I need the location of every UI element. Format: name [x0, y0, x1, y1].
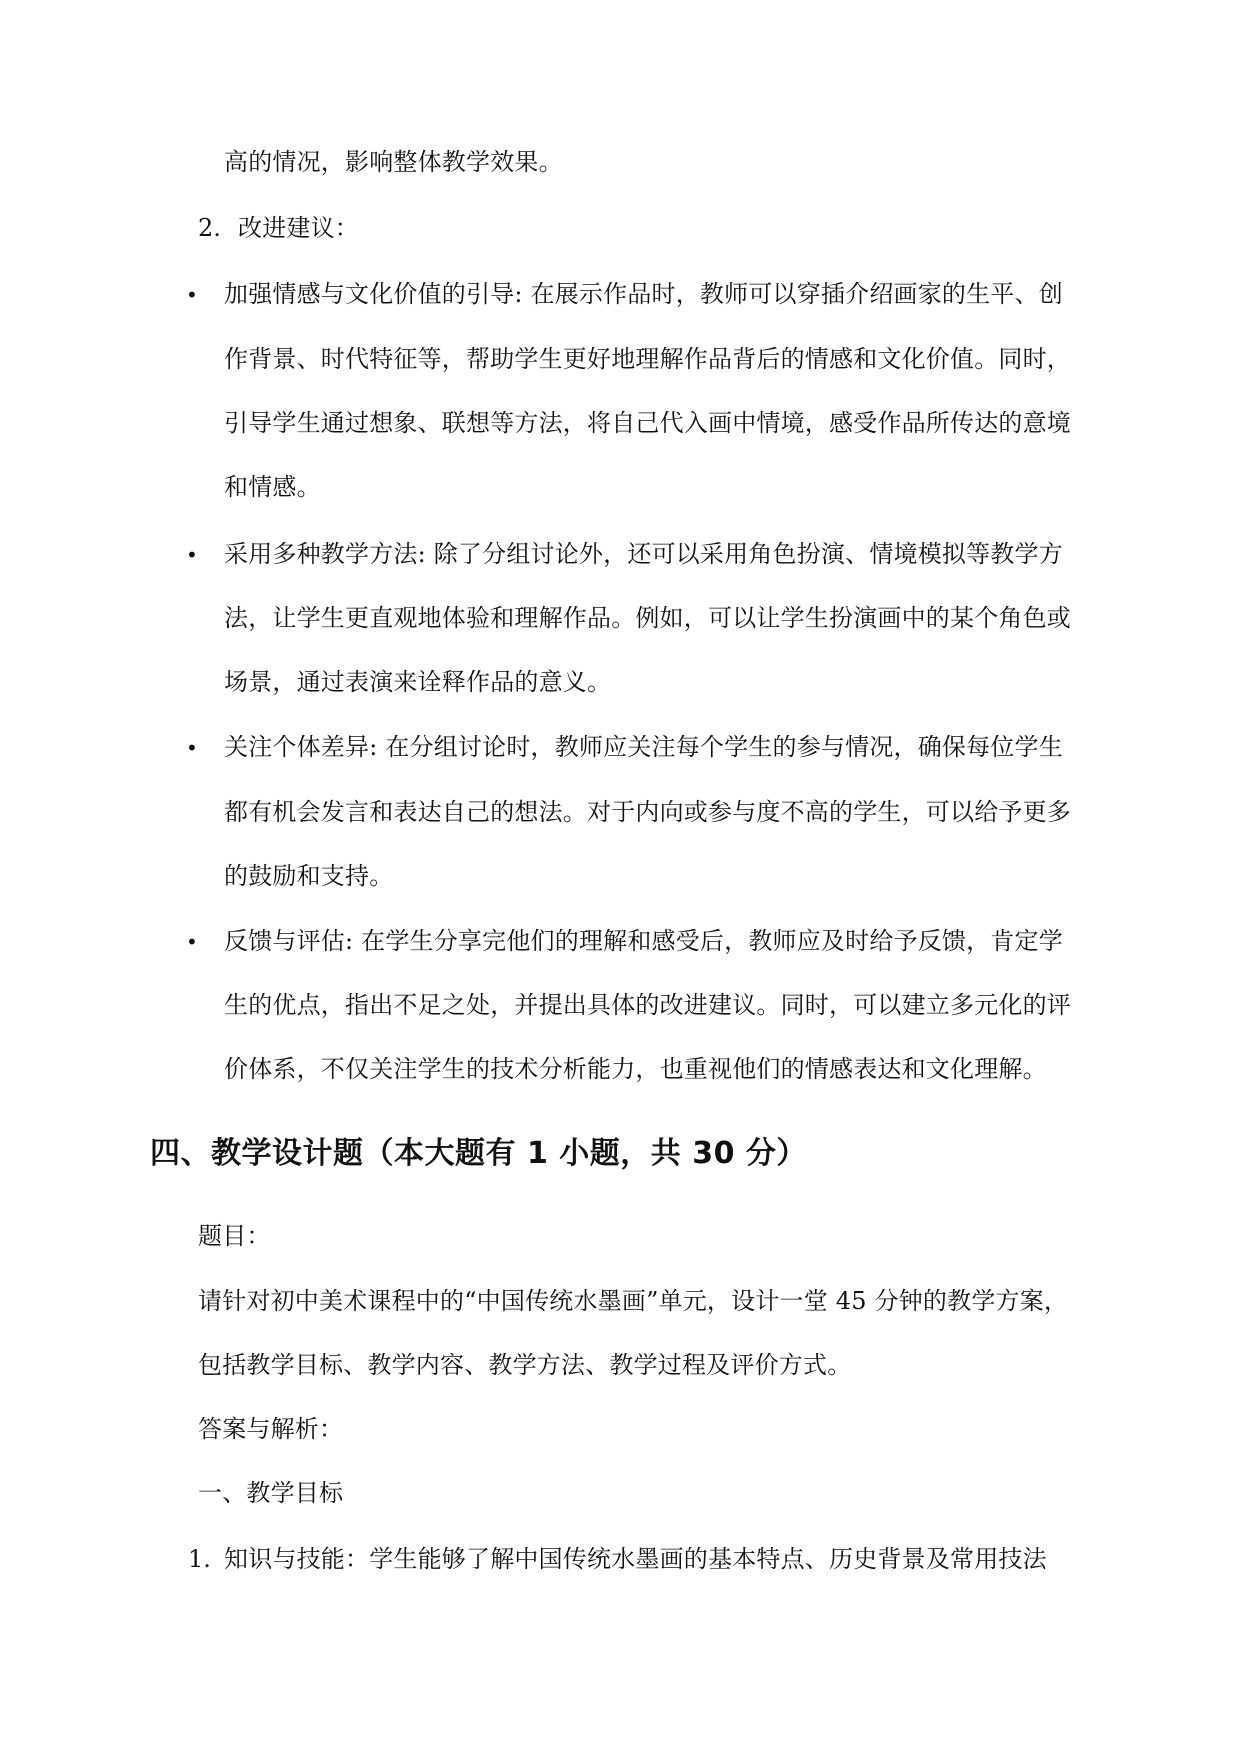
bullet-icon: •: [186, 930, 198, 954]
list-number: 1.: [188, 1545, 211, 1573]
bullet-line: 价体系，不仅关注学生的技术分析能力，也重视他们的情感表达和文化理解。: [224, 1055, 1047, 1083]
continuation-line: 高的情况，影响整体教学效果。: [224, 148, 563, 176]
bullet-icon: •: [186, 736, 198, 760]
question-line: 请针对初中美术课程中的“中国传统水墨画”单元，设计一堂 45 分钟的教学方案，: [198, 1287, 1069, 1315]
subheading: 一、教学目标: [198, 1479, 344, 1507]
bullet-line: 和情感。: [224, 473, 321, 501]
list-number: 2.: [198, 214, 221, 242]
bullet-line: 关注个体差异: 在分组讨论时，教师应关注每个学生的参与情况，确保每位学生: [224, 733, 1063, 761]
bullet-line: 都有机会发言和表达自己的想法。对于内向或参与度不高的学生，可以给予更多: [224, 798, 1071, 826]
bullet-line: 引导学生通过想象、联想等方法，将自己代入画中情境，感受作品所传达的意境: [224, 409, 1071, 437]
list-item-title: 改进建议：: [238, 214, 359, 242]
bullet-line: 反馈与评估: 在学生分享完他们的理解和感受后，教师应及时给予反馈，肯定学: [224, 927, 1063, 955]
bullet-line: 场景，通过表演来诠释作品的意义。: [224, 668, 612, 696]
bullet-line: 采用多种教学方法: 除了分组讨论外，还可以采用角色扮演、情境模拟等教学方: [224, 540, 1063, 568]
bullet-line: 生的优点，指出不足之处，并提出具体的改进建议。同时，可以建立多元化的评: [224, 991, 1071, 1019]
bullet-line: 法，让学生更直观地体验和理解作品。例如，可以让学生扮演画中的某个角色或: [224, 604, 1071, 632]
bullet-line: 作背景、时代特征等，帮助学生更好地理解作品背后的情感和文化价值。同时，: [224, 345, 1071, 373]
question-line: 包括教学目标、教学内容、教学方法、教学过程及评价方式。: [198, 1351, 852, 1379]
answer-label: 答案与解析：: [198, 1415, 344, 1443]
bullet-icon: •: [186, 543, 198, 567]
list-item-text: 知识与技能：学生能够了解中国传统水墨画的基本特点、历史背景及常用技法: [224, 1545, 1047, 1573]
question-label: 题目：: [198, 1222, 271, 1250]
bullet-icon: •: [186, 283, 198, 307]
bullet-line: 的鼓励和支持。: [224, 862, 394, 890]
section-heading: 四、教学设计题（本大题有 1 小题，共 30 分）: [150, 1136, 807, 1171]
bullet-line: 加强情感与文化价值的引导: 在展示作品时，教师可以穿插介绍画家的生平、创: [224, 280, 1063, 308]
